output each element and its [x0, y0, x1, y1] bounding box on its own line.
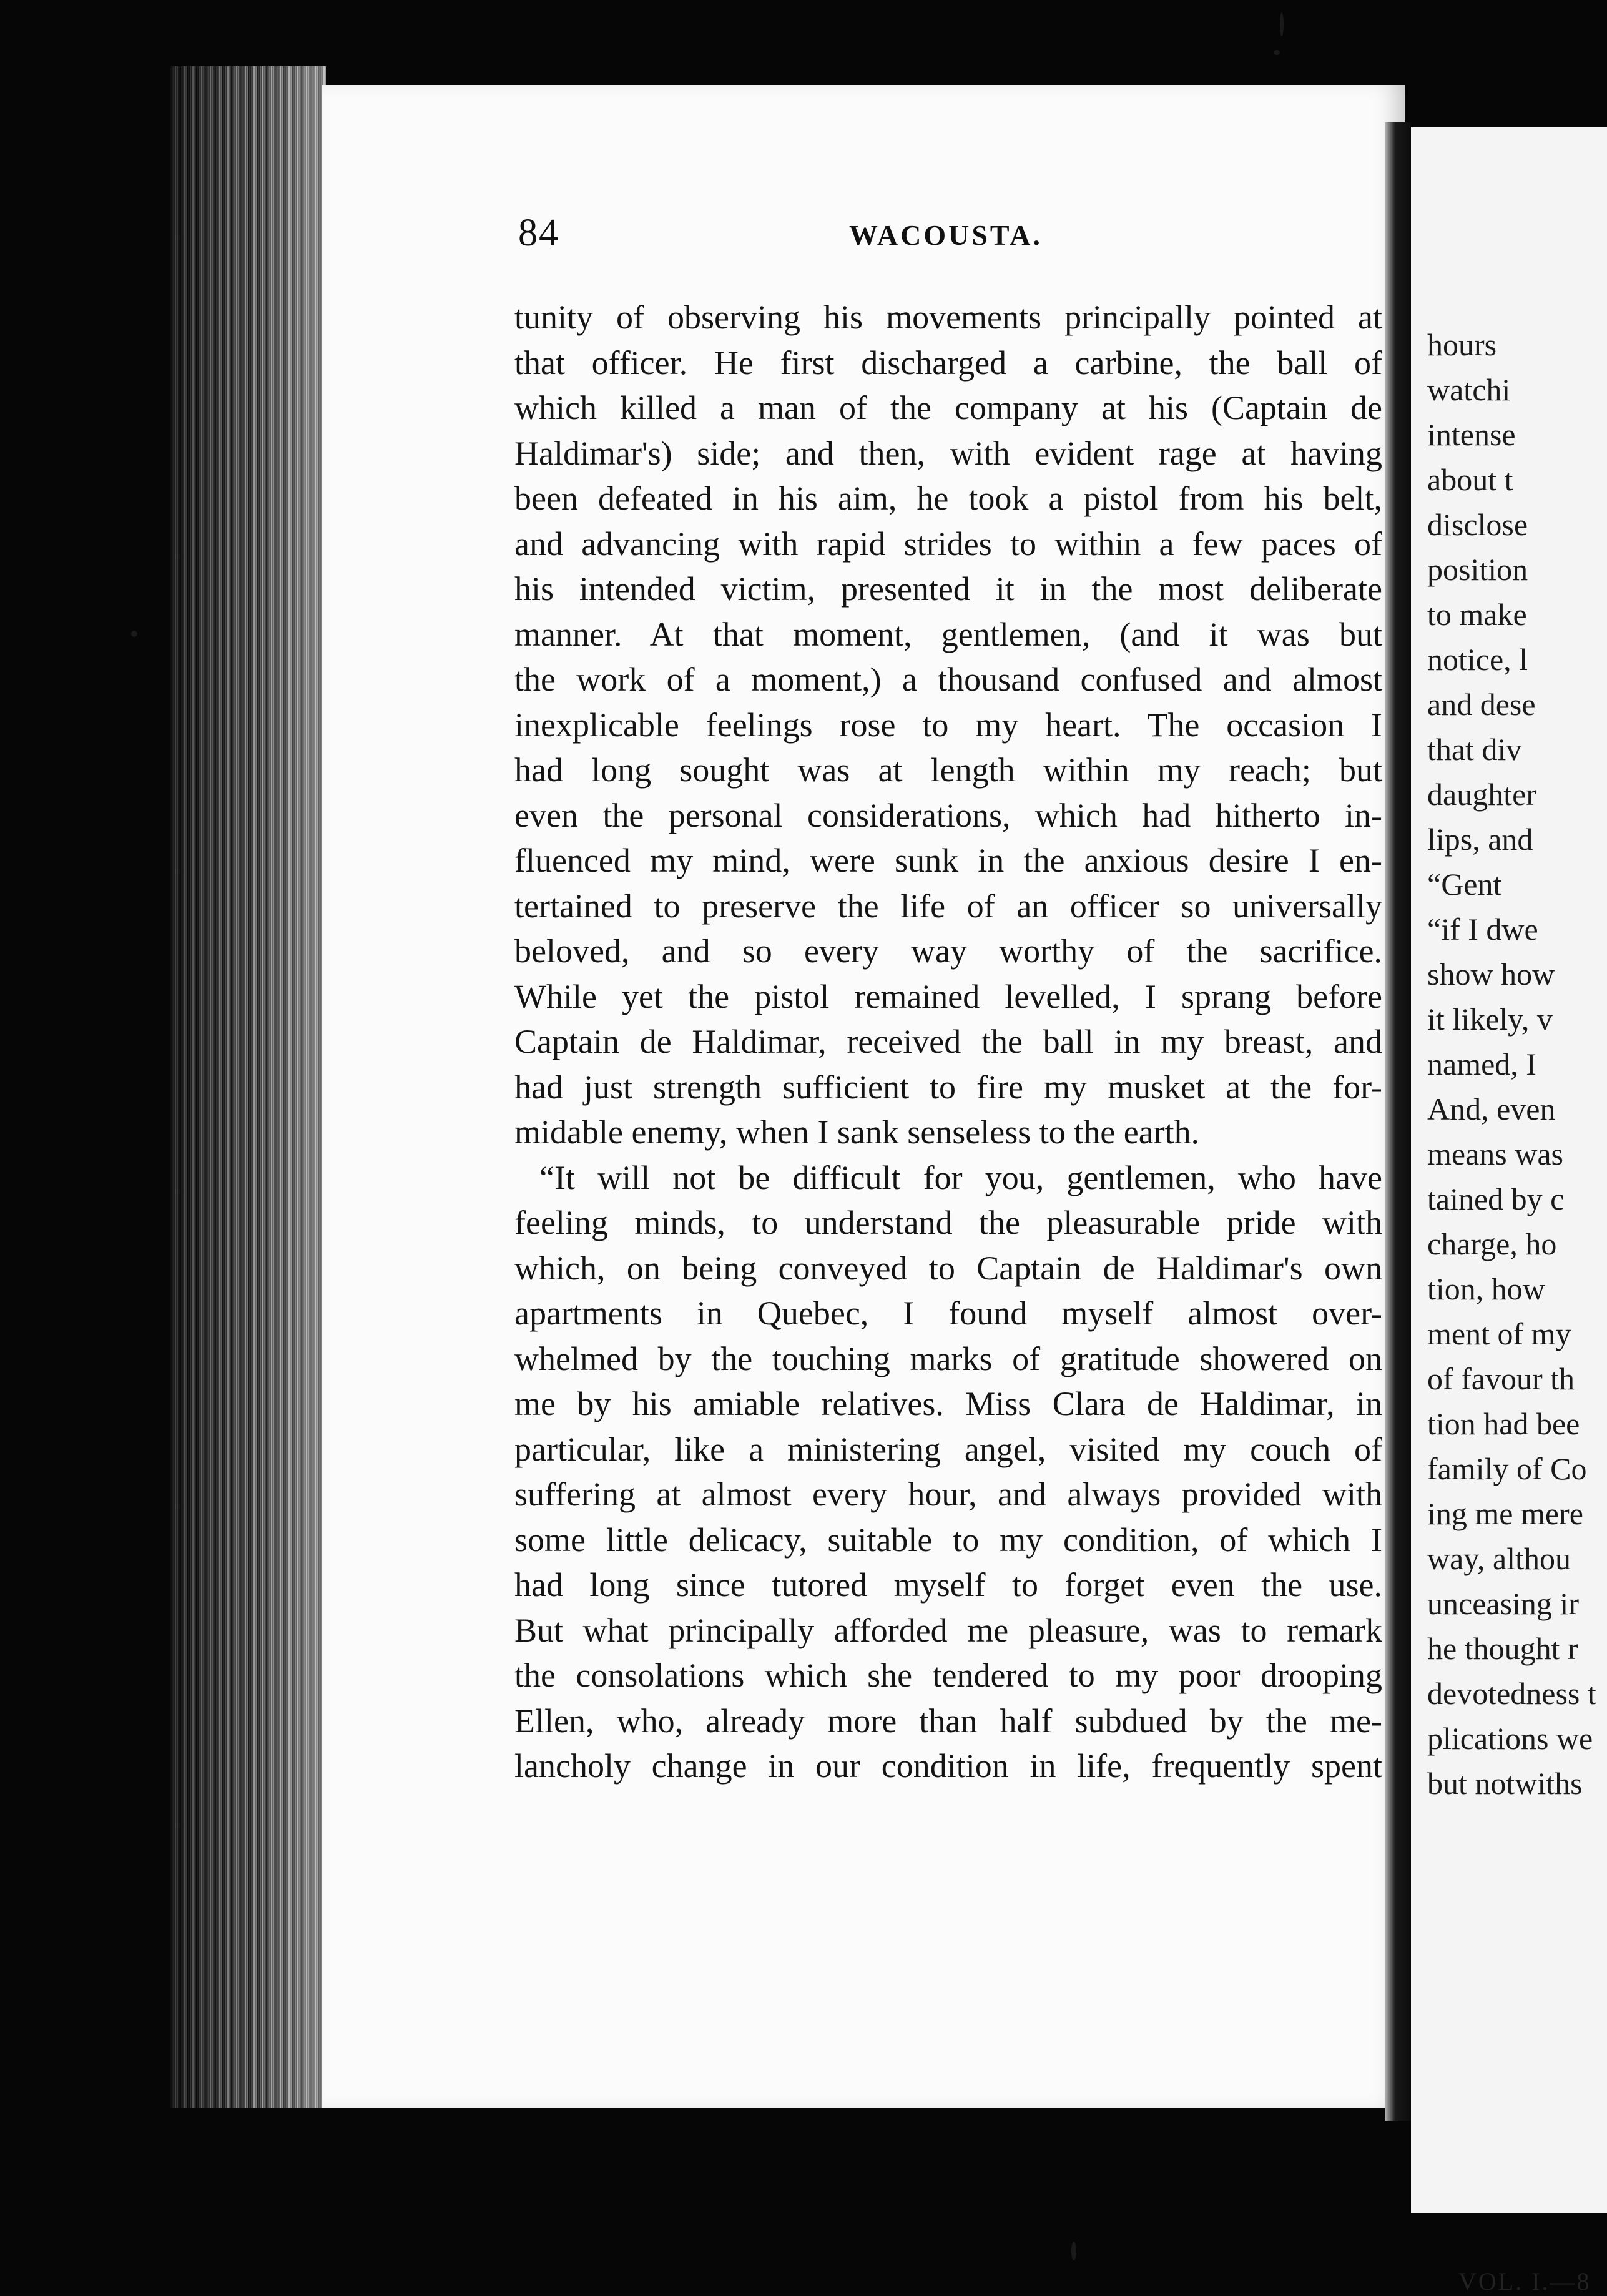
text-line: had long since tutored myself to forget even the use. — [514, 1566, 1382, 1604]
facing-text-line: charge, ho — [1427, 1226, 1557, 1261]
text-line: the work of a moment,) a thousand confused and almost — [514, 661, 1382, 698]
facing-text-line: ing me mere — [1427, 1496, 1583, 1531]
text-line: which, on being conveyed to Captain de Haldimar's own — [514, 1249, 1382, 1287]
text-line: that officer. He first discharged a carbine, the ball of — [514, 343, 1382, 382]
text-line: had just strength sufficient to fire my musket at the for- — [514, 1068, 1382, 1106]
text-line: fluenced my mind, were sunk in the anxious desire I en- — [514, 842, 1382, 879]
page-number: 84 — [518, 212, 559, 254]
text-line: tunity of observing his movements principally pointed at — [514, 298, 1382, 336]
facing-text-line: disclose — [1427, 507, 1528, 542]
facing-text-line: And, even — [1427, 1091, 1556, 1126]
text-line: manner. At that moment, gentlemen, (and it was but — [514, 615, 1382, 653]
facing-text-line: devotedness t — [1427, 1676, 1596, 1711]
book-gutter — [1385, 122, 1411, 2121]
facing-text-line: watchi — [1427, 372, 1511, 407]
facing-text-line: lips, and — [1427, 822, 1533, 857]
text-line: lancholy change in our condition in life, frequently spent — [514, 1747, 1382, 1785]
text-line: which killed a man of the company at his (Captain de — [514, 389, 1382, 426]
text-line: his intended victim, presented it in the most deliberate — [514, 570, 1382, 608]
running-head — [518, 211, 1386, 267]
facing-text-line: tained by c — [1427, 1181, 1565, 1216]
facing-text-line: way, althou — [1427, 1541, 1571, 1576]
text-line: been defeated in his aim, he took a pistol from his belt, — [514, 480, 1382, 517]
facing-text-line: unceasing ir — [1427, 1586, 1579, 1621]
facing-text-line: tion, how — [1427, 1271, 1545, 1306]
text-line: feeling minds, to understand the pleasurable pride with — [514, 1204, 1382, 1241]
facing-text-line: position — [1427, 552, 1528, 587]
facing-page-text — [1427, 322, 1607, 1806]
text-line: Captain de Haldimar, received the ball in my breast, and — [514, 1023, 1382, 1060]
facing-text-line: and dese — [1427, 687, 1536, 722]
facing-text-line: “if I dwe — [1427, 912, 1538, 947]
book-title: WACOUSTA. — [849, 219, 1043, 251]
facing-text-line: tion had bee — [1427, 1406, 1580, 1441]
facing-text-line: he thought r — [1427, 1631, 1578, 1666]
text-line: particular, like a ministering angel, visited my couch of — [514, 1430, 1382, 1468]
facing-text-line: intense — [1427, 417, 1516, 452]
facing-text-line: notice, l — [1427, 642, 1528, 677]
facing-text-line: means was — [1427, 1136, 1563, 1171]
facing-text-line: daughter — [1427, 777, 1536, 812]
text-line: Ellen, who, already more than half subdued by the me- — [514, 1702, 1382, 1740]
facing-text-line: ment of my — [1427, 1316, 1571, 1351]
text-line: suffering at almost every hour, and always provided with — [514, 1476, 1382, 1513]
facing-text-line: that div — [1427, 732, 1522, 767]
page-fore-edge — [170, 66, 326, 2108]
text-line: some little delicacy, suitable to my condition, of which I — [514, 1520, 1382, 1559]
text-line: midable enemy, when I sank senseless to the earth. — [514, 1113, 1200, 1151]
facing-text-line: plications we — [1427, 1721, 1593, 1756]
text-line: beloved, and so every way worthy of the sacrifice. — [514, 932, 1382, 970]
facing-text-line: family of Co — [1427, 1451, 1587, 1486]
facing-text-line: about t — [1427, 462, 1513, 497]
facing-text-line: of favour th — [1427, 1361, 1575, 1396]
text-line: whelmed by the touching marks of gratitude showered on — [514, 1339, 1382, 1377]
facing-text-line: it likely, v — [1427, 1002, 1553, 1037]
facing-text-line: but notwiths — [1427, 1766, 1583, 1801]
facing-text-line: named, I — [1427, 1047, 1536, 1081]
text-line: me by his amiable relatives. Miss Clara de Haldimar, in — [514, 1385, 1382, 1422]
facing-text-line: show how — [1427, 957, 1555, 992]
facing-text-line: hours — [1427, 327, 1497, 362]
facing-text-line: to make — [1427, 597, 1527, 632]
text-line: inexplicable feelings rose to my heart. The occasion I — [514, 706, 1382, 744]
text-line: had long sought was at length within my reach; but — [514, 751, 1382, 789]
text-line: tertained to preserve the life of an officer so universally — [514, 887, 1382, 925]
text-line: even the personal considerations, which had hitherto in- — [514, 796, 1382, 834]
text-line: But what principally afforded me pleasure, was to remark — [514, 1611, 1382, 1649]
body-text — [514, 295, 1382, 1789]
text-line: the consolations which she tendered to my poor drooping — [514, 1657, 1382, 1694]
text-line: and advancing with rapid strides to within a few paces of — [514, 525, 1382, 563]
signature-mark: VOL. I.—8 — [1458, 2267, 1591, 2295]
facing-text-line: “Gent — [1427, 867, 1502, 902]
text-line: While yet the pistol remained levelled, I sprang before — [514, 977, 1382, 1015]
text-line: “It will not be difficult for you, gentlemen, who have — [539, 1158, 1382, 1196]
text-line: Haldimar's) side; and then, with evident rage at having — [514, 434, 1382, 472]
text-line: apartments in Quebec, I found myself almost over- — [514, 1294, 1382, 1332]
